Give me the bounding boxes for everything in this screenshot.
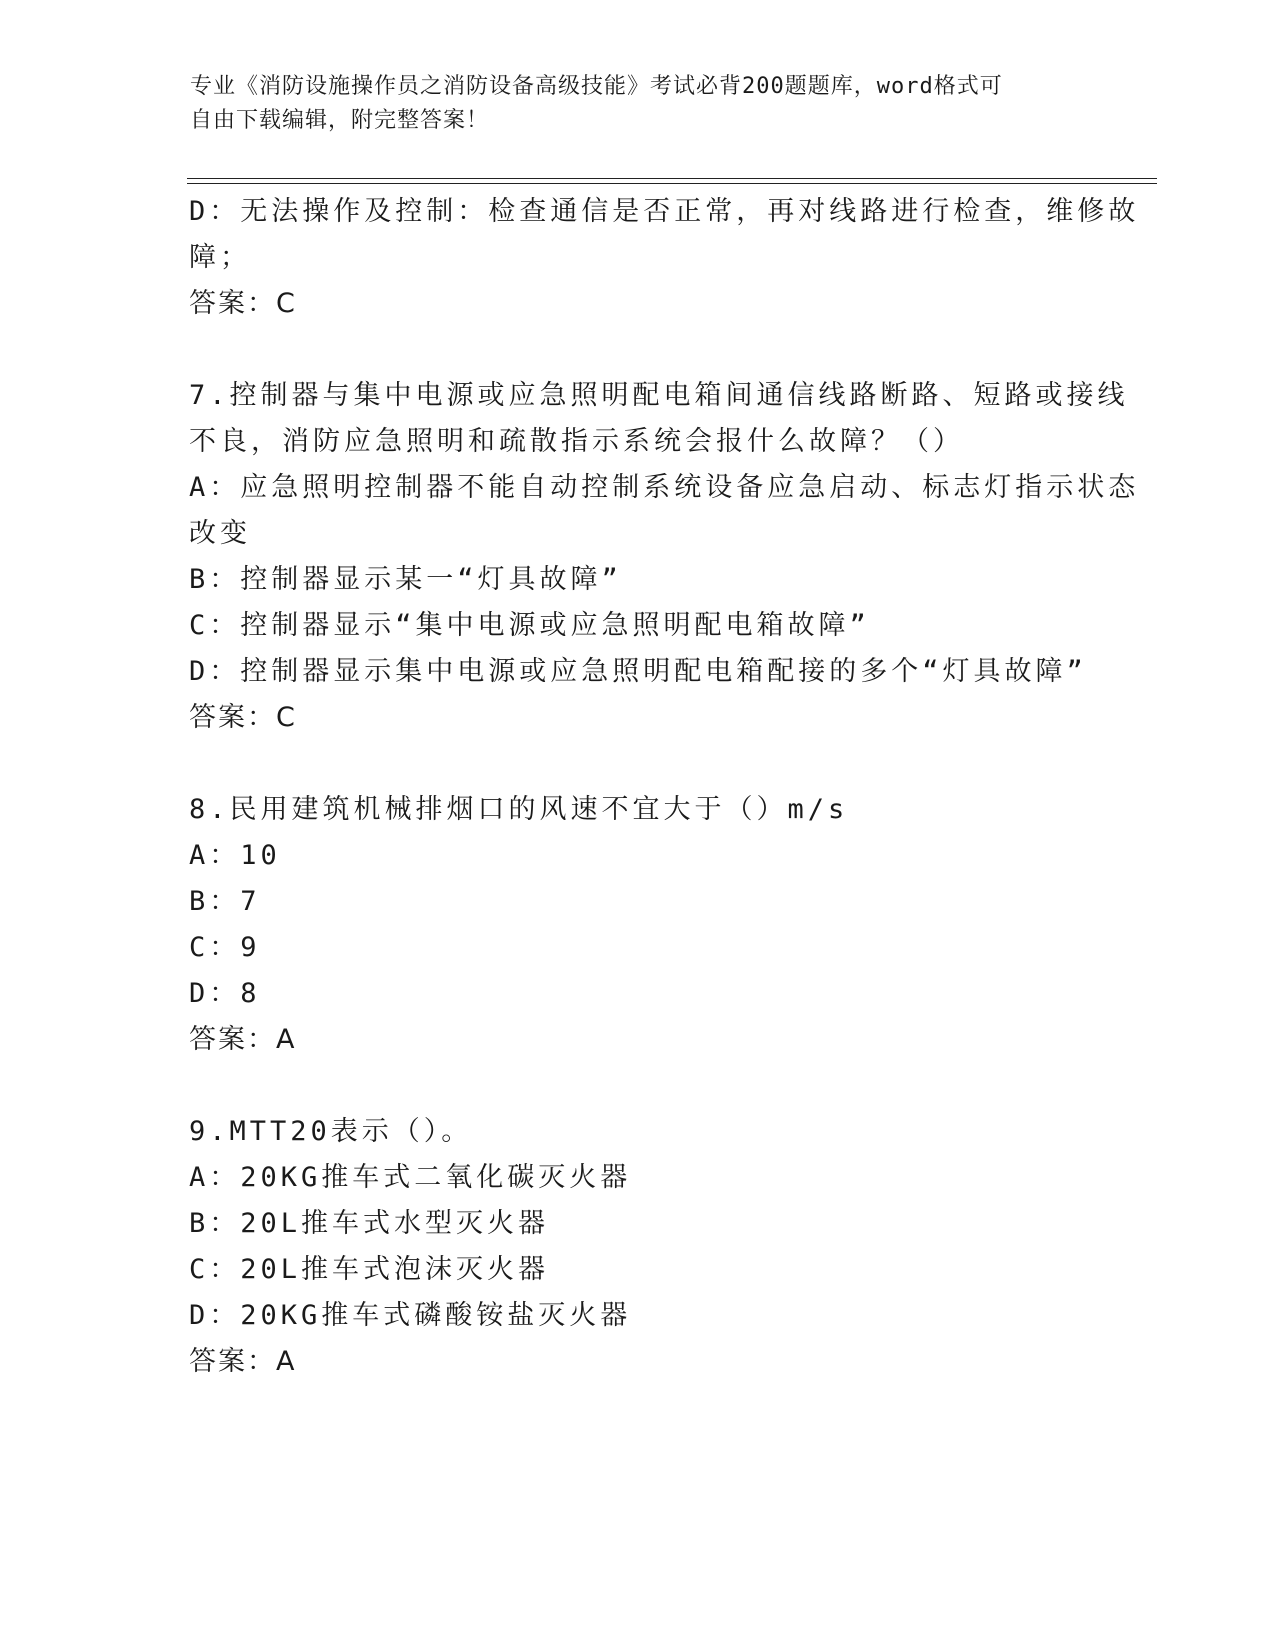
q8-option-c: C：9 — [189, 932, 261, 963]
document-body — [189, 189, 1140, 1385]
prev-option-d-line-1: D：无法操作及控制：检查通信是否正常，再对线路进行检查，维修故 — [189, 196, 1140, 227]
q8-answer: 答案：A — [189, 1024, 297, 1055]
q9-answer: 答案：A — [189, 1346, 297, 1377]
q7-answer: 答案：C — [189, 702, 297, 733]
header-divider-top — [187, 178, 1157, 179]
q8-option-d: D：8 — [189, 978, 261, 1009]
q7-stem-line-1: 7.控制器与集中电源或应急照明配电箱间通信线路断路、短路或接线 — [189, 380, 1129, 411]
q9-option-b: B：20L推车式水型灭火器 — [189, 1208, 550, 1239]
q8-option-a: A：10 — [189, 840, 281, 871]
q8-option-b: B：7 — [189, 886, 261, 917]
q9-option-a: A：20KG推车式二氧化碳灭火器 — [189, 1162, 632, 1193]
prev-option-d-line-2: 障； — [189, 242, 251, 273]
header-line-2: 自由下载编辑，附完整答案！ — [190, 108, 490, 133]
q7-option-d: D：控制器显示集中电源或应急照明配电箱配接的多个“灯具故障” — [189, 656, 1087, 687]
header-divider-bottom — [187, 183, 1157, 184]
document-header — [190, 70, 1090, 138]
prev-answer: 答案：C — [189, 288, 297, 319]
header-line-1: 专业《消防设施操作员之消防设备高级技能》考试必背200题题库，word格式可 — [190, 74, 1003, 99]
q8-stem: 8.民用建筑机械排烟口的风速不宜大于（）m/s — [189, 794, 849, 825]
q7-stem-line-2: 不良，消防应急照明和疏散指示系统会报什么故障？（） — [189, 426, 964, 457]
q9-option-d: D：20KG推车式磷酸铵盐灭火器 — [189, 1300, 632, 1331]
q9-stem: 9.MTT20表示（）。 — [189, 1116, 473, 1147]
q7-option-a-line-1: A：应急照明控制器不能自动控制系统设备应急启动、标志灯指示状态 — [189, 472, 1140, 503]
q7-option-c: C：控制器显示“集中电源或应急照明配电箱故障” — [189, 610, 870, 641]
q9-option-c: C：20L推车式泡沫灭火器 — [189, 1254, 550, 1285]
q7-option-a-line-2: 改变 — [189, 518, 251, 549]
q7-option-b: B：控制器显示某一“灯具故障” — [189, 564, 622, 595]
spacer — [189, 327, 1079, 373]
spacer — [189, 1063, 1079, 1109]
spacer — [189, 741, 1079, 787]
